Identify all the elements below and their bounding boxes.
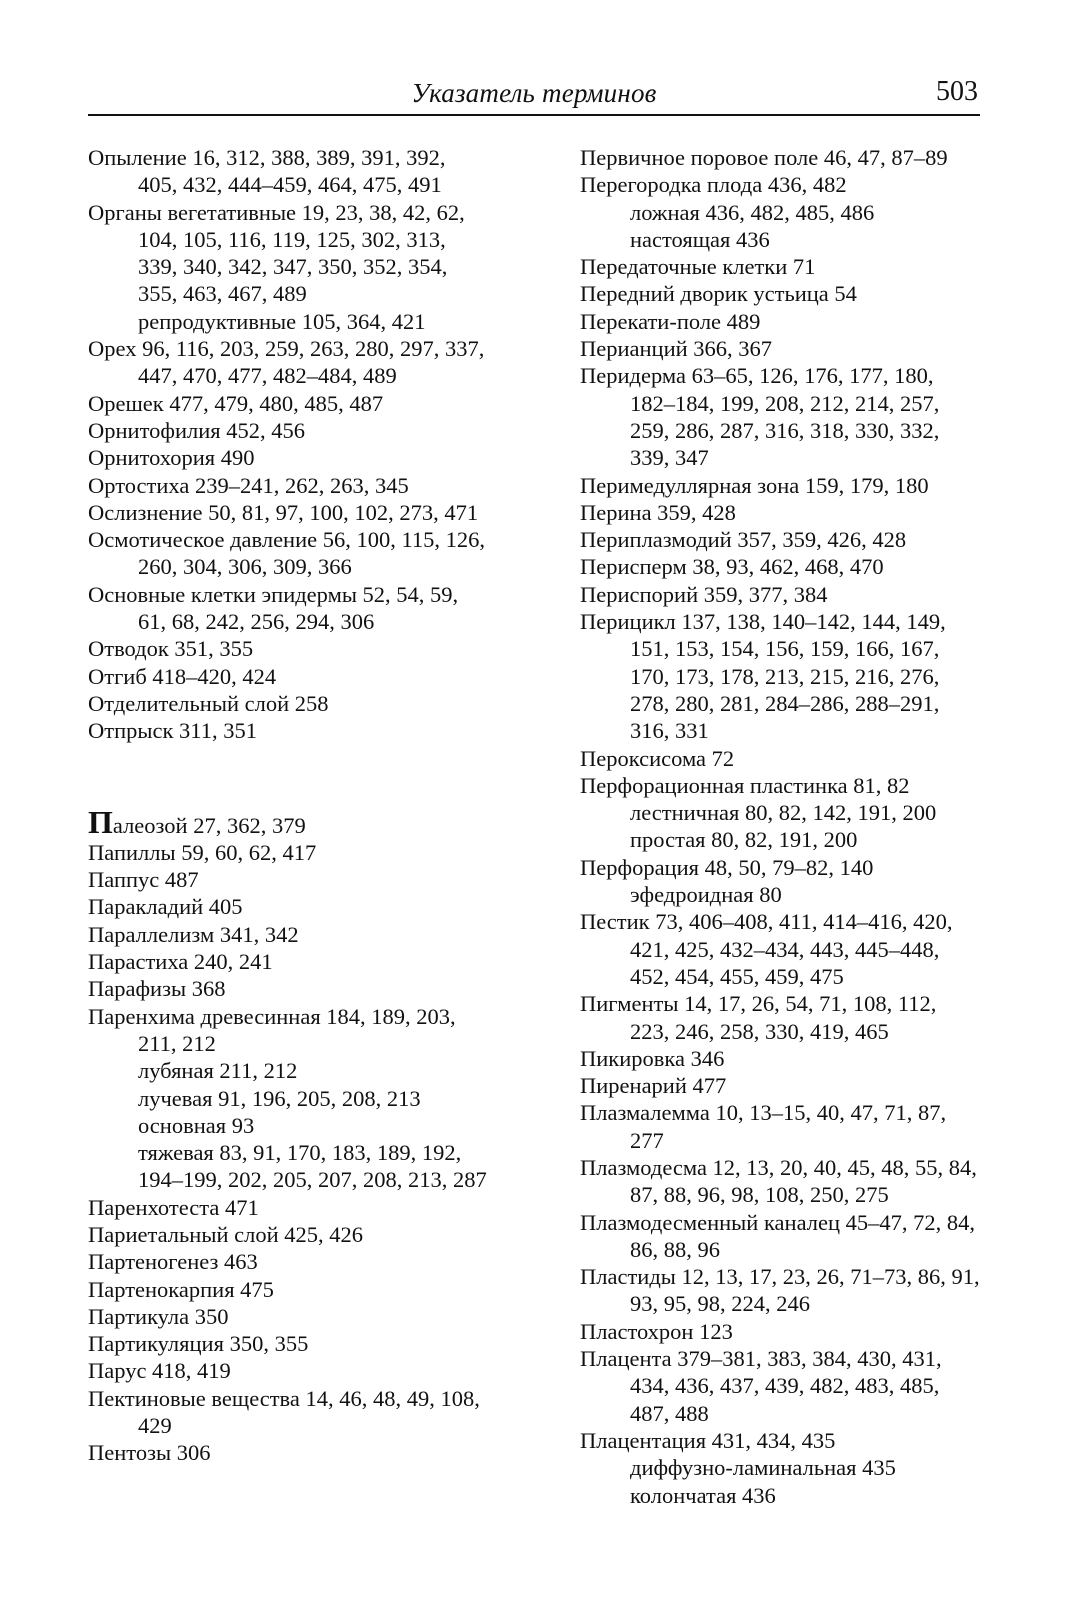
index-entry: Перекати-поле 489 [580, 308, 761, 334]
index-entry: Пестик 73, 406–408, 411, 414–416, 420, 421, 425, 432–434, 443, 445–448, 452, 454, 455, 459, 475 [580, 909, 953, 989]
index-subentry: простая 80, 82, 191, 200 [630, 827, 858, 853]
index-subentry: лучевая 91, 196, 205, 208, 213 [138, 1085, 421, 1111]
index-entry: Плазмодесма 12, 13, 20, 40, 45, 48, 55, 84, 87, 88, 96, 98, 108, 250, 275 [580, 1154, 977, 1208]
index-entry: Отводок 351, 355 [88, 636, 254, 662]
entry-group-o [88, 144, 488, 745]
entry-group-right [580, 144, 980, 1509]
index-entry: Пектиновые вещества 14, 46, 48, 49, 108, 429 [88, 1385, 480, 1439]
index-entry: Осмотическое давление 56, 100, 115, 126, 260, 304, 306, 309, 366 [88, 527, 486, 580]
index-subentry: основная 93 [138, 1112, 255, 1138]
index-entry: Пентозы 306 [88, 1440, 211, 1466]
page-number: 503 [936, 76, 978, 107]
index-entry: Партикуляция 350, 355 [88, 1331, 309, 1357]
index-entry: Передний дворик устьица 54 [580, 281, 857, 307]
index-entry: Периплазмодий 357, 359, 426, 428 [580, 527, 907, 553]
index-entry: Основные клетки эпидермы 52, 54, 59, 61, 68, 242, 256, 294, 306 [88, 581, 459, 635]
index-entry: Орех 96, 116, 203, 259, 263, 280, 297, 337, 447, 470, 477, 482–484, 489 [88, 336, 485, 389]
index-subentry: настоящая 436 [630, 226, 770, 252]
section-letter: П [88, 803, 113, 840]
index-entry: Парастиха 240, 241 [88, 949, 273, 975]
index-subentry: колончатая 436 [630, 1482, 776, 1508]
index-entry: Орнитохория 490 [88, 445, 255, 471]
index-entry: Перегородка плода 436, 482 [580, 172, 847, 198]
index-entry: Партенокарпия 475 [88, 1276, 274, 1302]
index-entry: Перина 359, 428 [580, 499, 736, 525]
index-entry: Партеногенез 463 [88, 1249, 258, 1275]
index-entry: Партикула 350 [88, 1303, 229, 1329]
index-entry: Органы вегетативные 19, 23, 38, 42, 62, 104, 105, 116, 119, 125, 302, 313, 339, 340, 342, 347, 350, 352, 354, 355, 463, 467, 489 [88, 199, 465, 307]
index-subentry: репродуктивные 105, 364, 421 [138, 308, 426, 334]
index-entry: Пикировка 346 [580, 1045, 725, 1071]
index-entry: Отпрыск 311, 351 [88, 718, 257, 744]
index-entry: Плазмалемма 10, 13–15, 40, 47, 71, 87, 277 [580, 1100, 947, 1153]
index-entry: Ортостиха 239–241, 262, 263, 345 [88, 472, 409, 498]
index-entry: Перианций 366, 367 [580, 336, 773, 362]
index-entry: Пластиды 12, 13, 17, 23, 26, 71–73, 86, 91, 93, 95, 98, 224, 246 [580, 1264, 980, 1317]
index-entry: Передаточные клетки 71 [580, 254, 816, 280]
header-rule [88, 114, 980, 116]
index-subentry: лубяная 211, 212 [138, 1058, 298, 1084]
index-entry [88, 803, 488, 840]
entry-group-p [88, 839, 488, 1467]
running-title: Указатель терминов [411, 78, 657, 108]
index-entry: Опыление 16, 312, 388, 389, 391, 392, 405, 432, 444–459, 464, 475, 491 [88, 145, 446, 198]
index-entry: Перидерма 63–65, 126, 176, 177, 180, 182–184, 199, 208, 212, 214, 257, 259, 286, 287, 316, 318, 330, 332, 339, 347 [580, 363, 940, 471]
index-entry: Плацента 379–381, 383, 384, 430, 431, 434, 436, 437, 439, 482, 483, 485, 487, 488 [580, 1346, 942, 1426]
running-header [88, 76, 980, 116]
index-entry: Ослизнение 50, 81, 97, 100, 102, 273, 471 [88, 499, 479, 525]
index-entry: Паренхотеста 471 [88, 1194, 259, 1220]
index-entry: Первичное поровое поле 46, 47, 87–89 [580, 145, 948, 170]
index-entry: Пластохрон 123 [580, 1318, 733, 1344]
index-entry: Паракладий 405 [88, 894, 243, 920]
index-entry: Пероксисома 72 [580, 745, 735, 771]
index-entry: Паренхима древесинная 184, 189, 203, 211, 212 [88, 1003, 456, 1056]
index-entry: Перфорация 48, 50, 79–82, 140 [580, 854, 874, 880]
index-subentry: лестничная 80, 82, 142, 191, 200 [630, 800, 937, 826]
index-entry: Перисперм 38, 93, 462, 468, 470 [580, 554, 884, 580]
index-entry: Периспорий 359, 377, 384 [580, 581, 828, 607]
index-entry: Парус 418, 419 [88, 1358, 231, 1384]
index-entry: Париетальный слой 425, 426 [88, 1221, 363, 1247]
index-entry: Парафизы 368 [88, 976, 226, 1002]
index-entry: Отделительный слой 258 [88, 690, 329, 716]
left-column [88, 144, 488, 1467]
index-entry: Папиллы 59, 60, 62, 417 [88, 839, 317, 865]
section-gap [88, 745, 488, 809]
index-subentry: ложная 436, 482, 485, 486 [630, 199, 875, 225]
index-subentry: тяжевая 83, 91, 170, 183, 189, 192, 194–199, 202, 205, 207, 208, 213, 287 [138, 1140, 487, 1193]
index-entry: Орешек 477, 479, 480, 485, 487 [88, 390, 384, 416]
right-column [580, 144, 980, 1509]
index-entry: Параллелизм 341, 342 [88, 921, 299, 947]
entry-text: алеозой 27, 362, 379 [112, 812, 306, 838]
index-subentry: диффузно-ламинальная 435 [630, 1455, 896, 1481]
index-entry: Перфорационная пластинка 81, 82 [580, 772, 910, 798]
index-subentry: эфедроидная 80 [630, 882, 782, 908]
index-entry: Орнитофилия 452, 456 [88, 417, 305, 443]
index-entry: Паппус 487 [88, 867, 199, 893]
index-entry: Отгиб 418–420, 424 [88, 663, 277, 689]
index-entry: Плазмодесменный каналец 45–47, 72, 84, 86, 88, 96 [580, 1209, 976, 1262]
index-entry: Плацентация 431, 434, 435 [580, 1427, 836, 1453]
index-entry: Перимедуллярная зона 159, 179, 180 [580, 472, 929, 498]
index-entry: Пиренарий 477 [580, 1073, 727, 1099]
index-entry: Перицикл 137, 138, 140–142, 144, 149, 151, 153, 154, 156, 159, 166, 167, 170, 173, 178, 213, 215, 216, 276, 278, 280, 281, 284–286, 288–291, 316, 331 [580, 609, 946, 744]
index-entry: Пигменты 14, 17, 26, 54, 71, 108, 112, 223, 246, 258, 330, 419, 465 [580, 991, 937, 1044]
